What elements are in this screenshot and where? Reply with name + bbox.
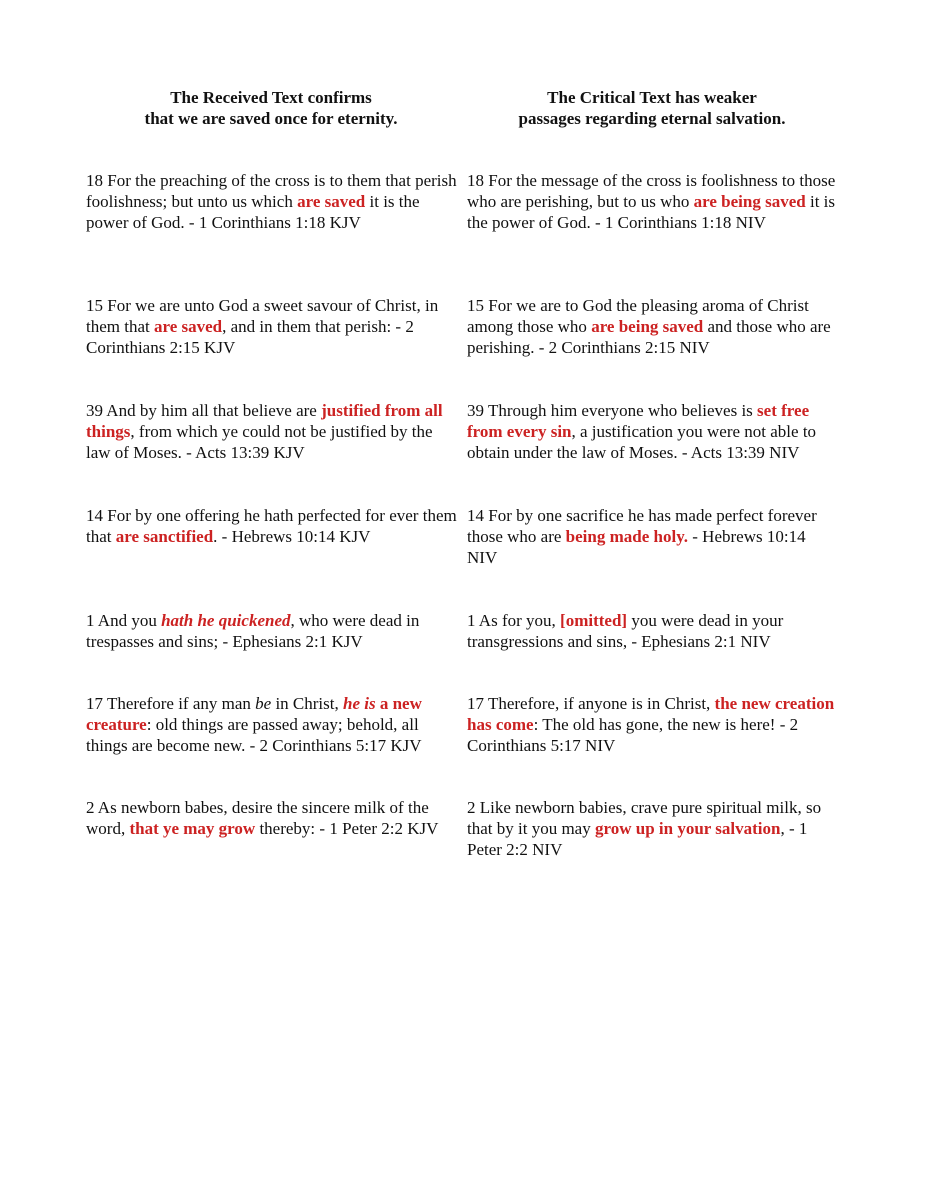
highlighted-phrase: are sanctified bbox=[115, 527, 214, 546]
verse-text: you were dead in your transgressions and sins, - Ephesians 2:1 NIV bbox=[467, 611, 784, 651]
niv-verse-ephesians-2-1 bbox=[467, 610, 839, 652]
verse-text: 17 Therefore, if anyone is in Christ, bbox=[467, 694, 715, 713]
highlighted-phrase: are saved bbox=[297, 192, 366, 211]
verse-text: 2 As newborn babes, desire the sincere milk of the word, bbox=[86, 798, 429, 838]
kjv-verse-1-peter-2-2 bbox=[86, 797, 458, 839]
highlighted-phrase: set free from every sin bbox=[467, 401, 810, 441]
verse-text: 14 For by one offering he hath perfected for ever them that bbox=[86, 506, 457, 546]
verse-text: it is the power of God. - 1 Corinthians 1:18 NIV bbox=[467, 192, 836, 232]
niv-verse-2-corinthians-2-15 bbox=[467, 295, 839, 358]
niv-verse-2-corinthians-5-17 bbox=[467, 693, 839, 756]
verse-text: 15 For we are to God the pleasing aroma of Christ among those who bbox=[467, 296, 809, 336]
verse-text: : old things are passed away; behold, all things are become new. - 2 Corinthians 5:17 KJV bbox=[86, 715, 422, 755]
niv-verse-1-corinthians-1-18 bbox=[467, 170, 839, 233]
verse-text: and those who are perishing. - 2 Corinthians 2:15 NIV bbox=[467, 317, 831, 357]
highlighted-phrase: he is bbox=[343, 694, 376, 713]
heading-line: that we are saved once for eternity. bbox=[144, 109, 398, 128]
verse-text: it is the power of God. - 1 Corinthians 1:18 KJV bbox=[86, 192, 420, 232]
verse-text: 18 For the message of the cross is foolishness to those who are perishing, but to us who bbox=[467, 171, 836, 211]
verse-text: , who were dead in trespasses and sins; - Ephesians 2:1 KJV bbox=[86, 611, 420, 651]
verse-text: 39 And by him all that believe are bbox=[86, 401, 322, 420]
verse-text: : The old has gone, the new is here! - 2 Corinthians 5:17 NIV bbox=[467, 715, 799, 755]
verse-text: , and in them that perish: - 2 Corinthians 2:15 KJV bbox=[86, 317, 414, 357]
highlighted-phrase: a new creature bbox=[86, 694, 422, 734]
kjv-column-heading bbox=[86, 87, 456, 129]
heading-line: The Critical Text has weaker bbox=[547, 88, 757, 107]
kjv-verse-ephesians-2-1 bbox=[86, 610, 458, 652]
kjv-verse-acts-13-39 bbox=[86, 400, 458, 463]
kjv-verse-1-corinthians-1-18 bbox=[86, 170, 458, 233]
verse-text: , a justification you were not able to obtain under the law of Moses. - Acts 13:39 NIV bbox=[467, 422, 817, 462]
highlighted-phrase: are being saved bbox=[693, 192, 806, 211]
highlighted-phrase: [omitted] bbox=[560, 611, 628, 630]
highlighted-phrase: grow up in your salvation bbox=[594, 819, 781, 838]
kjv-verse-hebrews-10-14 bbox=[86, 505, 458, 547]
verse-text: 1 And you bbox=[86, 611, 162, 630]
highlighted-phrase: are saved bbox=[153, 317, 223, 336]
niv-column-heading bbox=[467, 87, 837, 129]
verse-text: 18 For the preaching of the cross is to them that perish foolishness; but unto us which bbox=[86, 171, 457, 211]
highlighted-phrase: are being saved bbox=[591, 317, 704, 336]
kjv-verse-2-corinthians-2-15 bbox=[86, 295, 458, 358]
verse-text: 14 For by one sacrifice he has made perfect forever those who are bbox=[467, 506, 817, 546]
heading-line: passages regarding eternal salvation. bbox=[518, 109, 786, 128]
verse-text: 15 For we are unto God a sweet savour of Christ, in them that bbox=[86, 296, 439, 336]
niv-verse-1-peter-2-2 bbox=[467, 797, 839, 860]
verse-text: . - Hebrews 10:14 KJV bbox=[213, 527, 371, 546]
highlighted-phrase: hath he quickened bbox=[161, 611, 291, 630]
verse-text: thereby: - 1 Peter 2:2 KJV bbox=[255, 819, 439, 838]
highlighted-phrase: that ye may grow bbox=[129, 819, 256, 838]
highlighted-phrase: the new creation has come bbox=[467, 694, 835, 734]
italic-word: be bbox=[255, 694, 272, 713]
verse-text: 39 Through him everyone who believes is bbox=[467, 401, 758, 420]
highlighted-phrase: justified from all things bbox=[86, 401, 443, 441]
verse-text: 1 As for you, bbox=[467, 611, 561, 630]
heading-line: The Received Text confirms bbox=[170, 88, 372, 107]
verse-text: 2 Like newborn babies, crave pure spiritual milk, so that by it you may bbox=[467, 798, 822, 838]
verse-text: , from which ye could not be justified by the law of Moses. - Acts 13:39 KJV bbox=[86, 422, 433, 462]
verse-text: - Hebrews 10:14 NIV bbox=[467, 527, 806, 567]
highlighted-phrase: being made holy. bbox=[565, 527, 689, 546]
verse-text: , - 1 Peter 2:2 NIV bbox=[467, 819, 808, 859]
kjv-verse-2-corinthians-5-17 bbox=[86, 693, 458, 756]
verse-text: in Christ, bbox=[271, 694, 343, 713]
niv-verse-acts-13-39 bbox=[467, 400, 839, 463]
verse-text: 17 Therefore if any man bbox=[86, 694, 256, 713]
niv-verse-hebrews-10-14 bbox=[467, 505, 839, 568]
